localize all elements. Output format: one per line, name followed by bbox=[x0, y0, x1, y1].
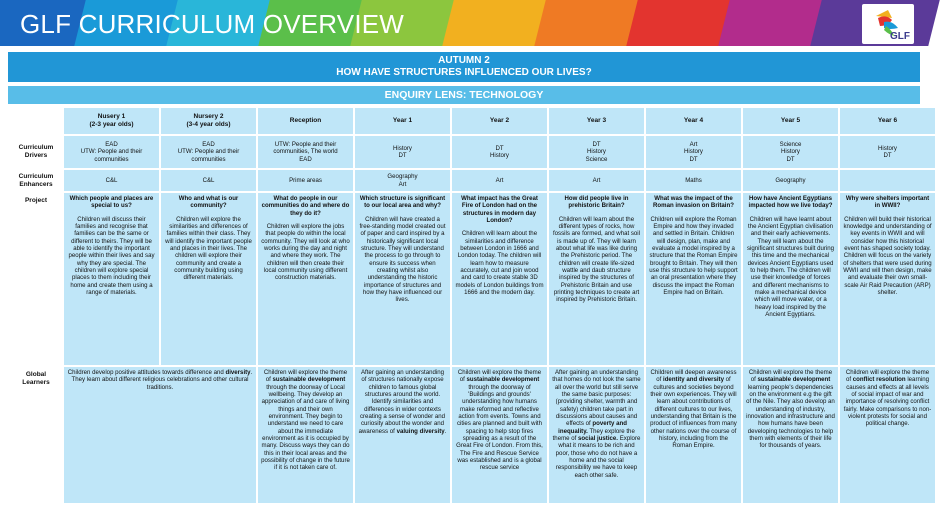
project-question: What was the impact of the Roman invasion on Britain? bbox=[653, 195, 734, 210]
global-cell-year4: Children will deepen awareness of identity and diversity of cultures and societies beyond their own experiences. They will learn about contributions of different cultures to our lives, understanding that Britain is the product of influences from many other nations over the course of history, including from the Roman Empire. bbox=[646, 367, 741, 503]
enhancer-cell: Art bbox=[549, 170, 644, 191]
global-cell-year1: After gaining an understanding of structures nationally expose children to famous global structures around the world. Identify similarities and differences in wider contexts creating a sense of wonder and curiosity about the wonder and awareness of valuing diversity. bbox=[355, 367, 450, 503]
year-header: Nursery 2 (3-4 year olds) bbox=[161, 108, 256, 134]
project-text: Children will explore the Roman Empire and how they invaded and settled in Britain. Children will design, plan, make and evaluate a model inspired by a structure that the Roman Empire brought to Britain. They will then use this structure to help support an oral presentation where they discuss the impact the Roman Empire had on Britain. bbox=[649, 215, 738, 297]
enhancer-cell: C&L bbox=[161, 170, 256, 191]
project-text: Children will explore the similarities and differences of families within their class. They will identify the important people and places in their lives. The children will explore their community and create a community building using different materials. bbox=[165, 215, 252, 282]
project-question: How have Ancient Egyptians impacted how we live today? bbox=[748, 195, 833, 210]
enhancer-cell: Prime areas bbox=[258, 170, 353, 191]
project-text: Children will learn about the similarities and difference between London in 1666 and London today. The children will learn how to measure accurately, cut and join wood and card to create stable 3D models of London buildings from 1666 and the modern day. bbox=[455, 230, 544, 297]
project-cell bbox=[840, 193, 935, 365]
project-text: Children will have created a free-standing model created out of paper and card inspired by a historically significant local structure. They will understand the process to go through to ensure its success when creating whilst also understanding the historic importance of structures and how they have influenced our lives. bbox=[359, 215, 446, 304]
enhancer-cell: C&L bbox=[64, 170, 159, 191]
row-label-enhancers: Curriculum Enhancers bbox=[10, 170, 62, 191]
school-logo bbox=[862, 4, 914, 44]
term-label: AUTUMN 2 bbox=[438, 55, 490, 66]
driver-cell: Art History DT bbox=[646, 136, 741, 168]
project-row bbox=[10, 193, 935, 365]
project-question: Which people and places are special to us? bbox=[69, 195, 154, 210]
project-question: Why were shelters important in WWII? bbox=[845, 195, 930, 210]
driver-cell: DT History Science bbox=[549, 136, 644, 168]
project-cell bbox=[355, 193, 450, 365]
drivers-row bbox=[10, 136, 935, 168]
global-cell-year2: Children will explore the theme of sustainable development through the doorway of 'Buildings and grounds' understanding how humans make reformed and reflective action from events. Towns and cities are planned and built with spacing to help stop fires spreading as a result of the Great Fire of London. From this, The Fire and Rescue Service was established and is a global rescue service bbox=[452, 367, 547, 503]
year-header: Reception bbox=[258, 108, 353, 134]
page-title: GLF CURRICULUM OVERVIEW bbox=[20, 9, 405, 39]
project-question: Who and what is our community? bbox=[178, 195, 239, 210]
global-cell-year5: Children will explore the theme of sustainable development learning people's dependencies on the environment e.g the gift of the Nile. They also develop an understanding of industry, innovation and infrastructure and how humans have been developing technologies to help them with elements of their life for thousands of years. bbox=[743, 367, 838, 503]
driver-cell: EAD UTW: People and their communities bbox=[161, 136, 256, 168]
global-cell-reception: Children will explore the theme of sustainable development through the doorway of Local wellbeing. They develop an appreciation of and care of living things and their own environment. They begin to understand we need to care about the immediate environment as it is occupied by many. Discuss ways they can do this in their local areas and the possibility of change in the future if it is not taken care of. bbox=[258, 367, 353, 503]
enhancers-row bbox=[10, 170, 935, 191]
year-header: Year 2 bbox=[452, 108, 547, 134]
year-header: Year 4 bbox=[646, 108, 741, 134]
logo-text: GLF bbox=[890, 31, 910, 42]
global-learners-row bbox=[10, 367, 935, 503]
enhancer-cell: Geography Art bbox=[355, 170, 450, 191]
project-text: Children will build their historical knowledge and understanding of key events in WWII and will consider how this historical event has shaped society today. Children will focus on the variety of shelters that were used during WWII and will then design, make and evaluate their own small-scale Air Raid Precaution (ARP) shelter. bbox=[843, 215, 932, 297]
driver-cell: EAD UTW: People and their communities bbox=[64, 136, 159, 168]
year-header-row bbox=[10, 108, 935, 134]
header-banner bbox=[0, 0, 920, 46]
enhancer-cell: Maths bbox=[646, 170, 741, 191]
corner-cell bbox=[10, 108, 62, 134]
year-header: Year 3 bbox=[549, 108, 644, 134]
row-label-drivers: Curriculum Drivers bbox=[10, 136, 62, 168]
project-text: Children will explore the jobs that people do within the local community. They will look at who works during the day and night and where they work. The children will then create their local community using different construction materials. bbox=[261, 223, 350, 282]
project-question: How did people live in prehistoric Britain? bbox=[564, 195, 629, 210]
year-header: Nusery 1 (2-3 year olds) bbox=[64, 108, 159, 134]
global-cell-year3: After gaining an understanding that homes do not look the same all over the world but still serve the same basic purposes: (providing shelter, warmth and safety) children take part in discussions about causes and effects of poverty and inequality. They explore the theme of social justice. Explore what it means to be rich and poor, those who do not have a home and the social responsibility we have to keep each other safe. bbox=[549, 367, 644, 503]
row-label-global: Global Learners bbox=[10, 367, 62, 503]
project-text: Children will learn about the different types of rocks, how fossils are formed, and what soil is made up of. They will learn about what life was like during the Prehistoric period. The children will create life-sized wattle and daub structure inspired by the structures of Prehistoric Britain and use printing techniques to create art inspired by Prehistoric Britain. bbox=[552, 215, 641, 304]
project-cell bbox=[64, 193, 159, 365]
driver-cell: History DT bbox=[355, 136, 450, 168]
project-cell bbox=[549, 193, 644, 365]
year-header: Year 6 bbox=[840, 108, 935, 134]
year-header: Year 1 bbox=[355, 108, 450, 134]
global-cell-year6: Children will explore the theme of conflict resolution learning causes and effects at all levels of social impact of war and importance of resolving conflict fairly. Make comparisons to non-violent protests for social and political change. bbox=[840, 367, 935, 503]
project-text: Children will discuss their families and recognise that families can be the same or different to theirs. They will be able to identify the important people within their lives and say why they are special. The children will explore special places to them including their home and create them using a range of materials. bbox=[68, 215, 155, 297]
global-cell-nursery: Children develop positive attitudes towards difference and diversity. They learn about different religious celebrations and other cultural traditions. bbox=[64, 367, 256, 503]
driver-cell: UTW: People and their communities, The world EAD bbox=[258, 136, 353, 168]
project-cell bbox=[161, 193, 256, 365]
project-question: What impact has the Great Fire of London had on the structures in modern day London? bbox=[461, 195, 538, 225]
big-question: HOW HAVE STRUCTURES INFLUENCED OUR LIVES? bbox=[336, 67, 592, 78]
enhancer-cell: Art bbox=[452, 170, 547, 191]
enhancer-cell bbox=[840, 170, 935, 191]
driver-cell: History DT bbox=[840, 136, 935, 168]
project-question: Which structure is significant to our local area and why? bbox=[359, 195, 446, 210]
year-header: Year 5 bbox=[743, 108, 838, 134]
project-text: Children will have learnt about the Ancient Egyptian civilisation and their early achievements. They will learn about the significant structures built during this time and the mechanical devices Ancient Egyptians used to help them. The children will use their knowledge of forces and different mechanisms to make a mechanical device which will move water, or a heavy load inspired by the Ancient Egyptians. bbox=[746, 215, 835, 319]
term-banner bbox=[8, 52, 920, 82]
enhancer-cell: Geography bbox=[743, 170, 838, 191]
enquiry-lens-banner: ENQUIRY LENS: TECHNOLOGY bbox=[8, 86, 920, 104]
project-cell bbox=[258, 193, 353, 365]
project-cell bbox=[452, 193, 547, 365]
driver-cell: DT History bbox=[452, 136, 547, 168]
project-question: What do people in our communities do and where do they do it? bbox=[261, 195, 350, 217]
row-label-project: Project bbox=[10, 193, 62, 365]
curriculum-table bbox=[8, 106, 937, 505]
project-cell bbox=[743, 193, 838, 365]
driver-cell: Science History DT bbox=[743, 136, 838, 168]
project-cell bbox=[646, 193, 741, 365]
